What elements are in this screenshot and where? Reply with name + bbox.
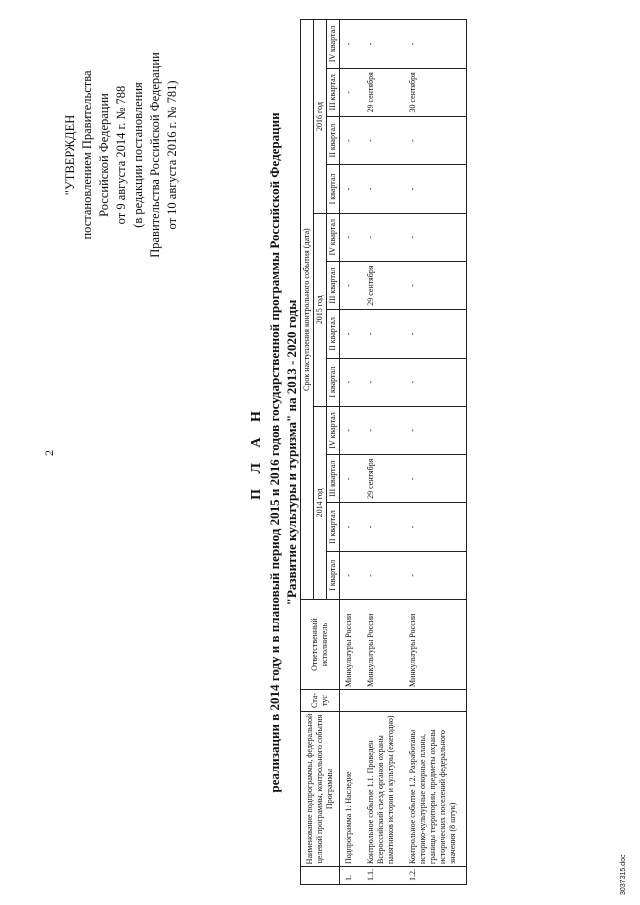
table-row [340, 20, 363, 885]
quarter-date: - [340, 406, 363, 454]
header-quarter: II квартал [327, 117, 340, 165]
header-quarter: II квартал [327, 310, 340, 358]
quarter-date: - [362, 20, 404, 68]
quarter-date: - [340, 20, 363, 68]
header-dates: Срок наступления контрольного события (дата) [301, 20, 314, 600]
plan-table [300, 19, 467, 885]
quarter-date: - [340, 68, 363, 116]
header-quarter: IV квартал [327, 20, 340, 68]
approval-line: от 9 августа 2014 г. № 788 [114, 85, 128, 225]
row-number: 1.2. [404, 867, 467, 885]
quarter-date: - [362, 551, 404, 599]
table-row [362, 20, 404, 885]
title-line-2: "Развитие культуры и туризма" на 2013 - 2020 годы [284, 299, 299, 606]
row-status [404, 690, 467, 712]
header-quarter: III квартал [327, 261, 340, 309]
quarter-date: - [404, 358, 467, 406]
quarter-date: - [362, 406, 404, 454]
header-year-2015: 2015 год [314, 213, 327, 406]
row-name: Контрольное событие 1.1. Проведен Всероссийский съезд органов охраны памятников истории и культуры (ежегодно) [362, 712, 404, 867]
approval-stamp [62, 45, 181, 265]
quarter-date: - [362, 117, 404, 165]
header-quarter: III квартал [327, 68, 340, 116]
page-number: 2 [42, 450, 56, 456]
approval-line: постановлением Правительства [80, 70, 94, 240]
file-footer: 3037315.doc [620, 854, 627, 895]
header-quarter: IV квартал [327, 213, 340, 261]
quarter-date: - [404, 20, 467, 68]
header-num [301, 867, 340, 885]
row-status [340, 690, 363, 712]
title-plan: П Л А Н [249, 405, 264, 500]
quarter-date: 29 сентября [362, 68, 404, 116]
header-year-2016: 2016 год [314, 20, 327, 213]
quarter-date: - [404, 213, 467, 261]
quarter-date: - [362, 310, 404, 358]
row-number: 1. [340, 867, 363, 885]
approval-line: Российской Федерации [97, 93, 111, 217]
header-name: Наименование подпрограммы, федеральной целевой программы, контрольного события Программы [301, 712, 340, 867]
quarter-date: - [404, 503, 467, 551]
quarter-date: 30 сентября [404, 68, 467, 116]
quarter-date: - [362, 213, 404, 261]
quarter-date: - [340, 455, 363, 503]
quarter-date: 29 сентября [362, 261, 404, 309]
quarter-date: - [404, 165, 467, 213]
header-quarter: III квартал [327, 455, 340, 503]
quarter-date: - [340, 165, 363, 213]
quarter-date: - [340, 310, 363, 358]
quarter-date: - [404, 261, 467, 309]
row-name: Подпрограмма 1. Наследие [340, 712, 363, 867]
header-status: Ста-тус [301, 690, 340, 712]
title-line-1: реализации в 2014 году и в плановый период 2015 и 2016 годов государственной программы Российской Федерации [267, 112, 282, 793]
header-quarter: I квартал [327, 165, 340, 213]
quarter-date: - [362, 358, 404, 406]
row-executor: Минкультуры России [404, 600, 467, 690]
approval-line: (в редакции постановления [131, 82, 145, 228]
quarter-date: - [404, 406, 467, 454]
quarter-date: 29 сентября [362, 455, 404, 503]
quarter-date: - [404, 117, 467, 165]
header-quarter: IV квартал [327, 406, 340, 454]
quarter-date: - [362, 503, 404, 551]
header-year-2014: 2014 год [314, 406, 327, 599]
row-number: 1.1. [362, 867, 404, 885]
row-name: Контрольное событие 1.2. Разработаны историко-культурные опорные планы, границы территории, предметы охраны исторических поселений федерального значения (8 штук) [404, 712, 467, 867]
row-status [362, 690, 404, 712]
approval-line: от 10 августа 2016 г. № 781) [165, 80, 179, 230]
row-executor: Минкультуры России [340, 600, 363, 690]
header-quarter: I квартал [327, 551, 340, 599]
document-title [248, 20, 300, 885]
quarter-date: - [404, 310, 467, 358]
header-executor: Ответственный исполнитель [301, 600, 340, 690]
quarter-date: - [340, 358, 363, 406]
quarter-date: - [404, 551, 467, 599]
approval-line: "УТВЕРЖДЕН [63, 114, 77, 196]
quarter-date: - [340, 503, 363, 551]
quarter-date: - [362, 165, 404, 213]
quarter-date: - [340, 551, 363, 599]
table-row [404, 20, 467, 885]
quarter-date: - [340, 213, 363, 261]
header-quarter: I квартал [327, 358, 340, 406]
header-quarter: II квартал [327, 503, 340, 551]
quarter-date: - [340, 117, 363, 165]
approval-line: Правительства Российской Федерации [148, 52, 162, 258]
quarter-date: - [404, 455, 467, 503]
row-executor: Минкультуры России [362, 600, 404, 690]
quarter-date: - [340, 261, 363, 309]
